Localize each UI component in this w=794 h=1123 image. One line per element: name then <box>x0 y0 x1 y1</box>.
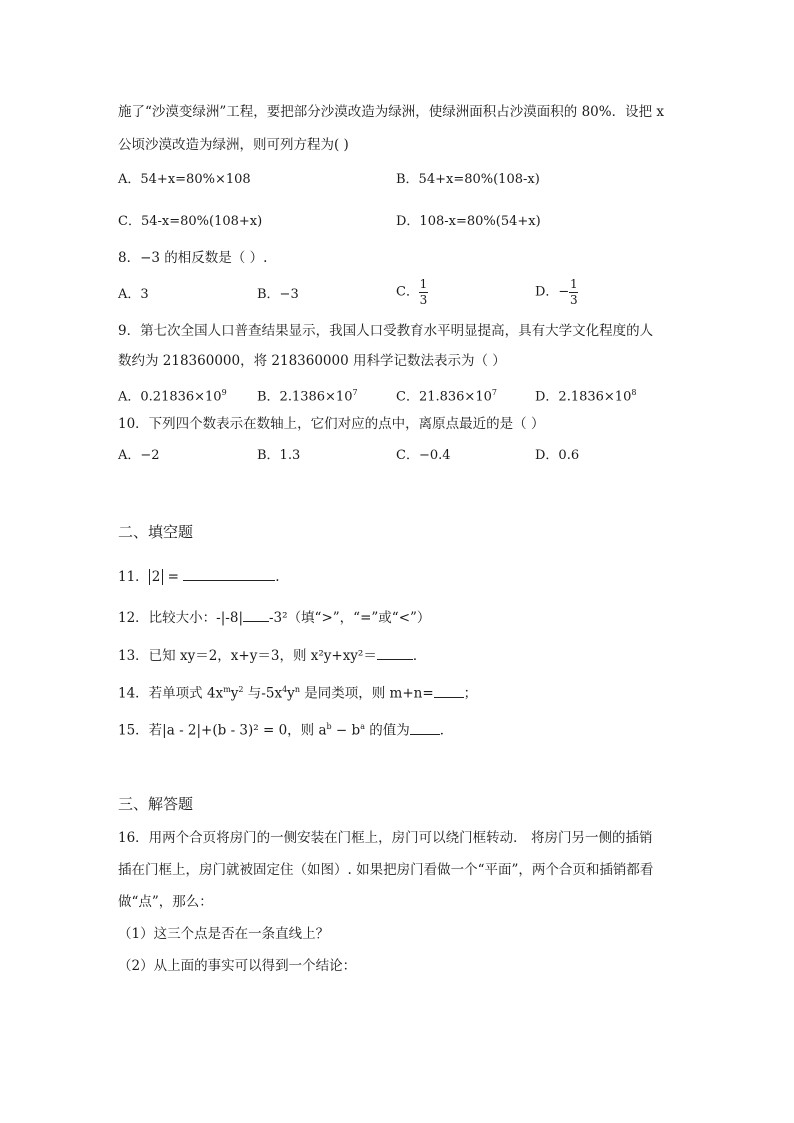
q10-option-b: B．1.3 <box>257 448 301 463</box>
q10-option-d: D．0.6 <box>535 448 580 463</box>
q15 <box>118 718 453 740</box>
q11-equals: = <box>167 569 179 585</box>
q11-absolute-value: 2 <box>149 569 164 585</box>
q11-end: . <box>275 569 280 585</box>
q14-exponent: m <box>223 685 231 694</box>
q11-answer-blank[interactable] <box>183 566 275 581</box>
section-fill-in-title: 二、填空题 <box>118 523 194 541</box>
q15-prefix: 15．若|a - 2|+(b - 3)² = 0，则 a <box>118 722 327 739</box>
fraction-denominator: 3 <box>570 293 578 307</box>
option-exponent: 7 <box>491 388 497 397</box>
q8-option-c-label: C． <box>396 284 419 300</box>
q8-option-d-fraction <box>569 278 578 307</box>
q7-stem-line1: 施了“沙漠变绿洲”工程，要把部分沙漠改造为绿洲，使绿洲面积占沙漠面积的 80%．设把 x <box>118 104 665 120</box>
q16-subquestion-2: （2）从上面的事实可以得到一个结论： <box>118 958 357 974</box>
option-text: C．21.836×10 <box>396 389 492 405</box>
q11 <box>118 566 279 586</box>
q14-text: 是同类项，则 m+n= <box>299 685 434 702</box>
q13-prefix: 13．已知 xy＝2，x+y＝3，则 x²y+xy²＝ <box>118 648 377 664</box>
q9-stem-line1: 9．第七次全国人口普查结果显示，我国人口受教育水平明显提高，具有大学文化程度的人 <box>118 323 654 339</box>
option-text: B．2.1386×10 <box>257 389 353 405</box>
q12-prefix: 12．比较大小：-|-8| <box>118 610 243 626</box>
q16-subquestion-1: （1）这三个点是否在一条直线上？ <box>118 926 330 942</box>
q15-answer-blank[interactable] <box>410 720 440 735</box>
q9-option-c <box>396 384 497 406</box>
q8-option-d-label: D．− <box>535 284 570 300</box>
q14-answer-blank[interactable] <box>434 683 464 698</box>
q7-option-d: D．108-x=80%(54+x) <box>396 214 541 229</box>
option-text: A．0.21836×10 <box>118 389 222 405</box>
option-exponent: 9 <box>221 388 227 397</box>
q9-option-b <box>257 384 358 406</box>
fraction-numerator: 1 <box>570 277 578 291</box>
q7-stem-line2: 公顷沙漠改造为绿洲，则可列方程为( ) <box>118 137 349 153</box>
q14-end: ； <box>463 685 478 702</box>
q12-answer-blank[interactable] <box>243 607 269 622</box>
q14-prefix: 14．若单项式 4x <box>118 685 224 702</box>
q13 <box>118 645 426 665</box>
q15-text: 的值为 <box>364 722 410 739</box>
option-exponent: 8 <box>631 388 637 397</box>
q8-option-a: A．3 <box>118 287 149 302</box>
q10-option-c: C．−0.4 <box>396 448 451 463</box>
q12 <box>118 607 430 627</box>
option-text: D．2.1836×10 <box>535 389 632 405</box>
q13-answer-blank[interactable] <box>377 645 413 660</box>
q8-option-c <box>396 278 428 307</box>
option-exponent: 7 <box>352 388 358 397</box>
q14-text: y <box>230 685 239 702</box>
q14-exponent: n <box>294 685 300 694</box>
q7-option-b: B．54+x=80%(108-x) <box>396 172 540 187</box>
q12-middle: -3²（填“>”，“=”或“<”） <box>269 610 431 626</box>
q10-stem: 10．下列四个数表示在数轴上，它们对应的点中，离原点最近的是（ ） <box>118 416 545 432</box>
fraction-numerator: 1 <box>419 277 428 291</box>
q8-option-d <box>535 278 578 307</box>
q16-stem-line1: 16．用两个合页将房门的一侧安装在门框上，房门可以绕门框转动． 将房门另一侧的插销 <box>118 830 653 846</box>
q14-exponent: 4 <box>282 685 288 694</box>
q13-end: ． <box>412 648 427 664</box>
q15-end: ． <box>439 722 454 739</box>
q11-number: 11． <box>118 569 149 585</box>
fraction-denominator: 3 <box>419 293 428 307</box>
q16-stem-line3: 做“点”，那么： <box>118 894 213 910</box>
q7-option-a: A．54+x=80%×108 <box>118 172 251 187</box>
q9-option-d <box>535 384 636 406</box>
q15-text: − b <box>331 722 361 739</box>
q14-exponent: 2 <box>238 685 244 694</box>
q8-stem: 8．−3 的相反数是（ ）. <box>118 250 268 266</box>
q8-option-c-fraction <box>419 278 428 307</box>
q9-stem-line2: 数约为 218360000，将 218360000 用科学记数法表示为（ ） <box>118 353 506 369</box>
q7-option-c: C．54-x=80%(108+x) <box>118 214 263 229</box>
q15-exponent: a <box>360 722 365 731</box>
section-problems-title: 三、解答题 <box>118 795 194 813</box>
q16-stem-line2: 插在门框上，房门就被固定住（如图）. 如果把房门看做一个“平面”，两个合页和插销都看 <box>118 862 654 878</box>
q15-exponent: b <box>326 722 332 731</box>
q14 <box>118 681 477 703</box>
q14-text: 与-5x <box>243 685 283 702</box>
q8-option-b: B．−3 <box>257 287 299 302</box>
q14-text: y <box>287 685 295 702</box>
q9-option-a <box>118 384 227 406</box>
q10-option-a: A．−2 <box>118 448 160 463</box>
